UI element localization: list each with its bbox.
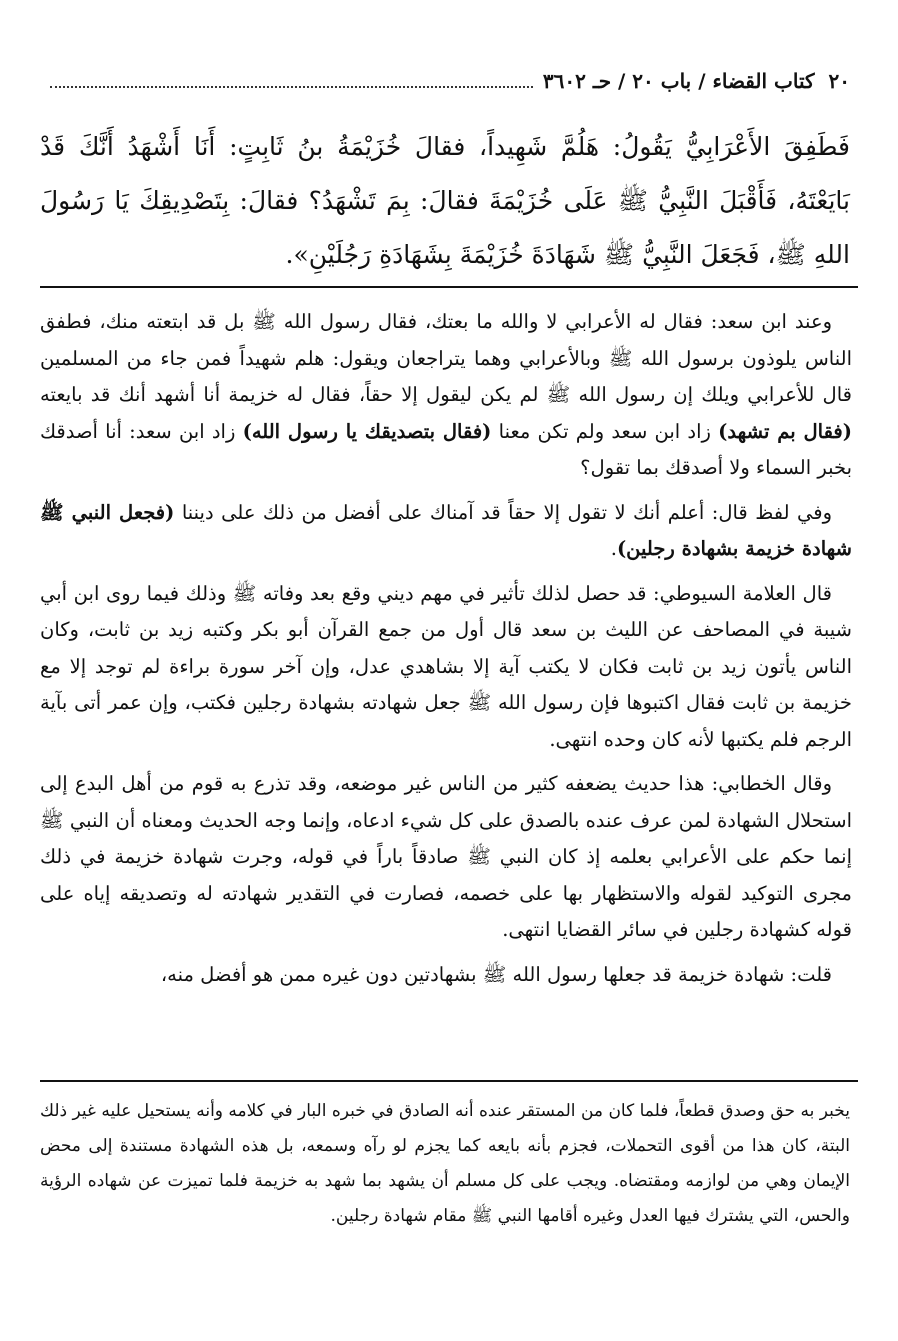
commentary-paragraph: قال العلامة السيوطي: قد حصل لذلك تأثير في مهم ديني وقع بعد وفاته ﷺ وذلك فيما روى ابن أبي شيبة في المصاحف عن الليث بن سعد قال أول من جمع القرآن أبو بكر وكتبه زيد بن ثابت، وكان الناس يأتون زيد بن ثابت فكان لا يكتب آية إلا بشاهدي عدل، وإن آخر سورة براءة لم توجد إلا مع خزيمة بن ثابت فقال اكتبوها فإن رسول الله ﷺ جعل شهادته بشهادة رجلين فكتب، وإن عمر أتى بآية الرجم فلم يكتبها لأنه كان وحده انتهى. bbox=[40, 581, 852, 751]
chapter-citation: كتاب القضاء / باب ٢٠ / حـ ٣٦٠٢ bbox=[542, 69, 815, 93]
hadith-text: فَطَفِقَ الأَعْرَابِيُّ يَقُولُ: هَلُمَّ شَهِيداً، فقالَ خُزَيْمَةُ بنُ ثَابِتٍ: أَنَا أَشْهَدُ أَنَّكَ قَدْ بَايَعْتَهُ، فَأَقْبَلَ النَّبِيُّ ﷺ عَلَى خُزَيْمَةَ فقالَ: بِمَ تَشْهَدُ؟ فقالَ: بِتَصْدِيقِكَ يَا رَسُولَ اللهِ ﷺ، فَجَعَلَ النَّبِيُّ ﷺ شَهَادَةَ خُزَيْمَةَ بِشَهَادَةِ رَجُلَيْنِ». bbox=[40, 132, 850, 269]
footnote-text: يخبر به حق وصدق قطعاً، فلما كان من المستقر عنده أنه الصادق في خبره البار في كلامه وأنه يستحيل عليه غير ذلك البتة، كان هذا من أقوى التحملات، فجزم بأنه بايعه كما يجزم لو رآه وسمعه، بل هذه الشهادة مستندة إلى محض الإيمان وهي من لوازمه ومقتضاه. ويجب على كل مسلم أن يشهد بما شهد به خزيمة فلما تميزت عن شهاده الرؤية والحس، التي يشترك فيها العدل وغيره أقامها النبي ﷺ مقام شهادة رجلين. bbox=[40, 1101, 850, 1226]
commentary-paragraph: وقال الخطابي: هذا حديث يضعفه كثير من الناس غير موضعه، وقد تذرع به قوم من أهل البدع إلى استحلال الشهادة لمن عرف عنده بالصدق على كل شيء ادعاه، وإنما وجه الحديث ومعناه أن النبي ﷺ إنما حكم على الأعرابي بعلمه إذ كان النبي ﷺ صادقاً باراً في قوله، وجرت شهادة خزيمة في ذلك مجرى التوكيد لقوله والاستظهار بها على خصمه، فصارت في التقدير شهادته له وتصديقه إياه على قوله كشهادة رجلين في سائر القضايا انتهى. bbox=[40, 772, 852, 941]
commentary-paragraph bbox=[40, 304, 852, 487]
bold-quote: (فجعل النبي ﷺ شهادة خزيمة بشهادة رجلين) bbox=[40, 500, 852, 560]
bold-quote: (فقال بتصديقك يا رسول الله) bbox=[242, 419, 492, 443]
running-header bbox=[40, 64, 850, 98]
paragraph-end: . bbox=[610, 537, 617, 560]
leader-dots bbox=[50, 74, 533, 88]
paragraph-text: وعند ابن سعد: فقال له الأعرابي لا والله ما بعتك، فقال رسول الله ﷺ بل قد ابتعته منك، فطفق الناس يلوذون برسول الله ﷺ وبالأعرابي وهما يتراجعان ويقول: هلم شهيداً فمن جاء من المسلمين قال للأعرابي ويلك إن رسول الله ﷺ لم يكن ليقول إلا حقاً، فقال له خزيمة أنا أشهد أنك قد بايعته bbox=[40, 310, 852, 406]
footnote-rule bbox=[40, 1080, 858, 1082]
commentary-paragraph: قلت: شهادة خزيمة قد جعلها رسول الله ﷺ بشهادتين دون غيره ممن هو أفضل منه، bbox=[160, 962, 832, 986]
paragraph-text: زاد ابن سعد: أنا أصدقك بخبر السماء ولا أصدقك بما تقول؟ bbox=[40, 419, 852, 479]
paragraph-text: وفي لفظ قال: أعلم أنك لا تقول إلا حقاً قد آمناك على أفضل من ذلك على ديننا bbox=[181, 500, 832, 524]
commentary-paragraph bbox=[40, 495, 852, 568]
divider-rule bbox=[40, 286, 858, 288]
footnote bbox=[40, 1094, 850, 1234]
bold-quote: (فقال بم تشهد) bbox=[718, 419, 852, 443]
paragraph-text: زاد ابن سعد ولم تكن معنا bbox=[498, 419, 711, 443]
page-number: ٢٠ bbox=[828, 69, 850, 93]
commentary bbox=[40, 304, 852, 1001]
